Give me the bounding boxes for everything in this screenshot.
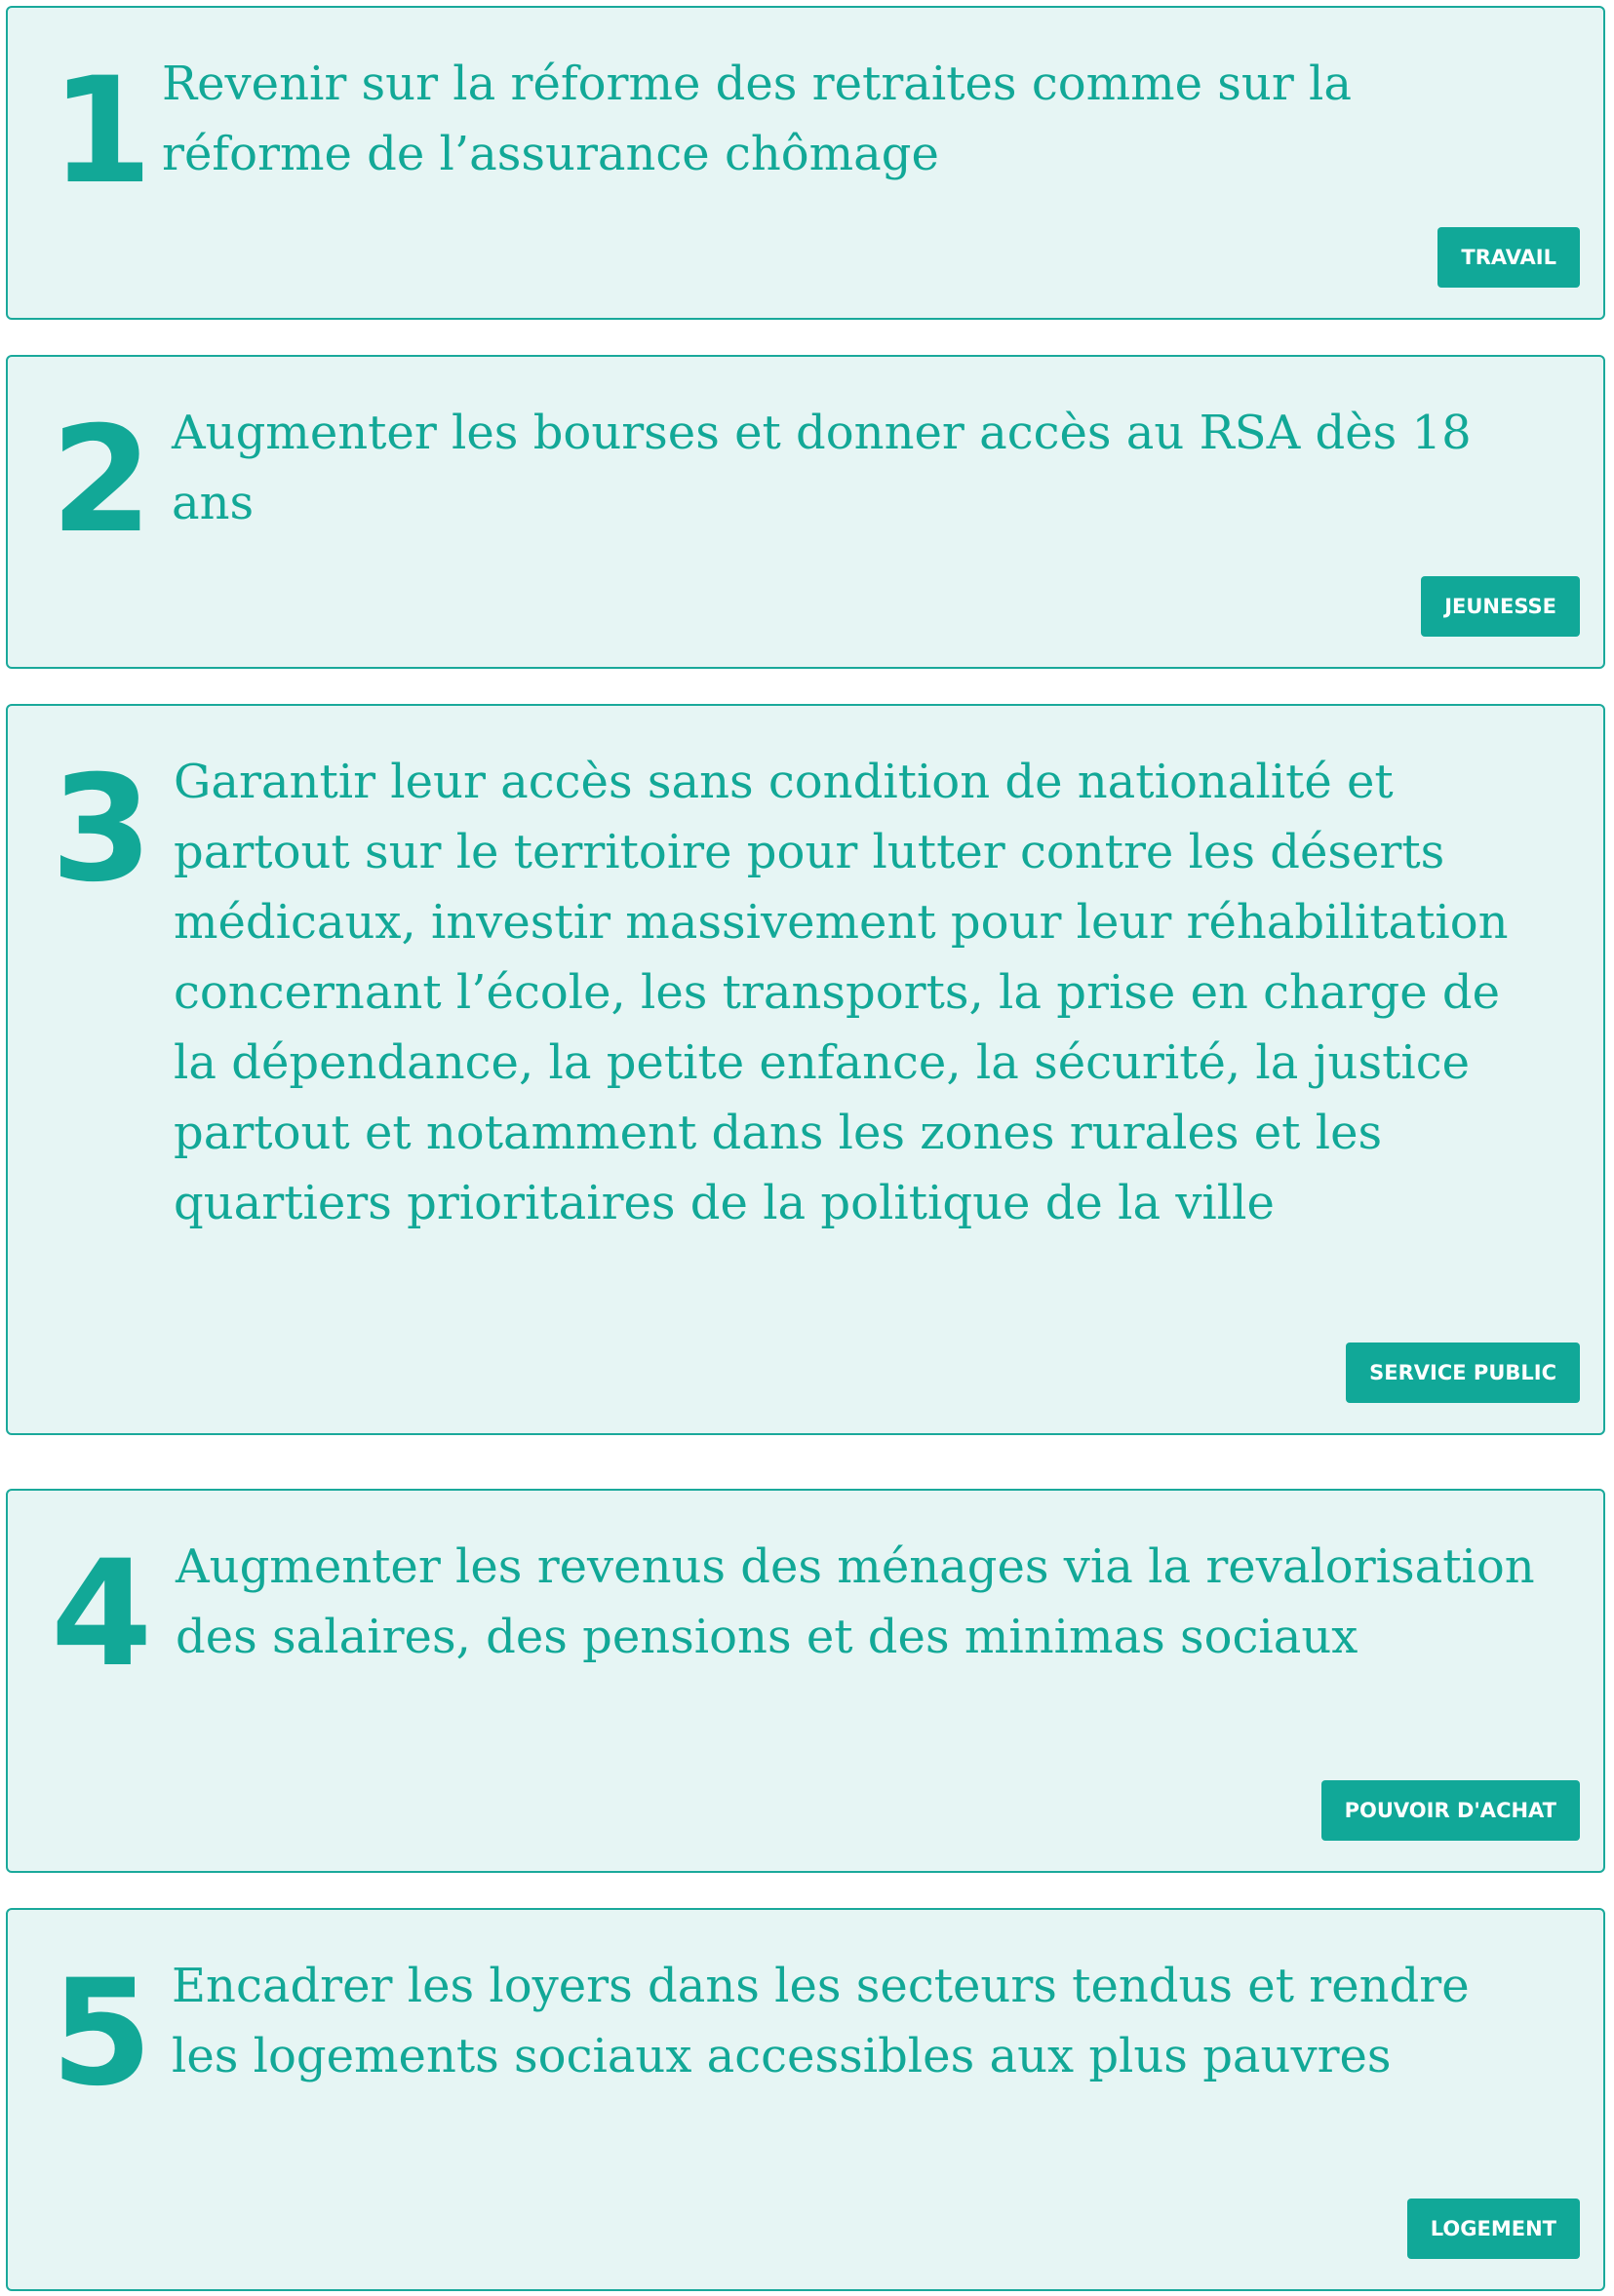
proposal-text: Revenir sur la réforme des retraites comme sur la réforme de l’assurance chômage (162, 57, 1353, 181)
proposal-number: 3 (51, 745, 153, 915)
tag-logement[interactable]: LOGEMENT (1407, 2199, 1580, 2259)
proposal-card-3 (6, 704, 1605, 1435)
tag-jeunesse[interactable]: JEUNESSE (1421, 576, 1580, 637)
proposal-card-5 (6, 1908, 1605, 2291)
proposal-text: Encadrer les loyers dans les secteurs tendus et rendre les logements sociaux accessibles aux plus pauvres (172, 1959, 1470, 2083)
tag-pouvoir-d-achat[interactable]: POUVOIR D'ACHAT (1321, 1780, 1580, 1841)
proposal-number: 1 (51, 47, 153, 216)
proposal-text: Augmenter les bourses et donner accès au RSA dès 18 ans (172, 406, 1472, 530)
proposal-card-2 (6, 355, 1605, 669)
proposal-number: 2 (51, 396, 153, 565)
proposal-card-4 (6, 1489, 1605, 1873)
proposal-text: Garantir leur accès sans condition de nationalité et partout sur le territoire pour lutter contre les déserts médicaux, investir massivement pour leur réhabilitation concernant l’école, les transports, la prise en charge de la dépendance, la petite enfance, la sécurité, la justice partout et notamment dans les zones rurales et les quartiers prioritaires de la politique de la ville (174, 755, 1509, 1230)
tag-service-public[interactable]: SERVICE PUBLIC (1346, 1343, 1580, 1403)
tag-travail[interactable]: TRAVAIL (1437, 227, 1580, 288)
proposal-text: Augmenter les revenus des ménages via la revalorisation des salaires, des pensions et des minimas sociaux (176, 1539, 1535, 1664)
proposal-number: 5 (51, 1949, 153, 2119)
proposal-number: 4 (51, 1530, 153, 1699)
proposal-card-1 (6, 6, 1605, 320)
